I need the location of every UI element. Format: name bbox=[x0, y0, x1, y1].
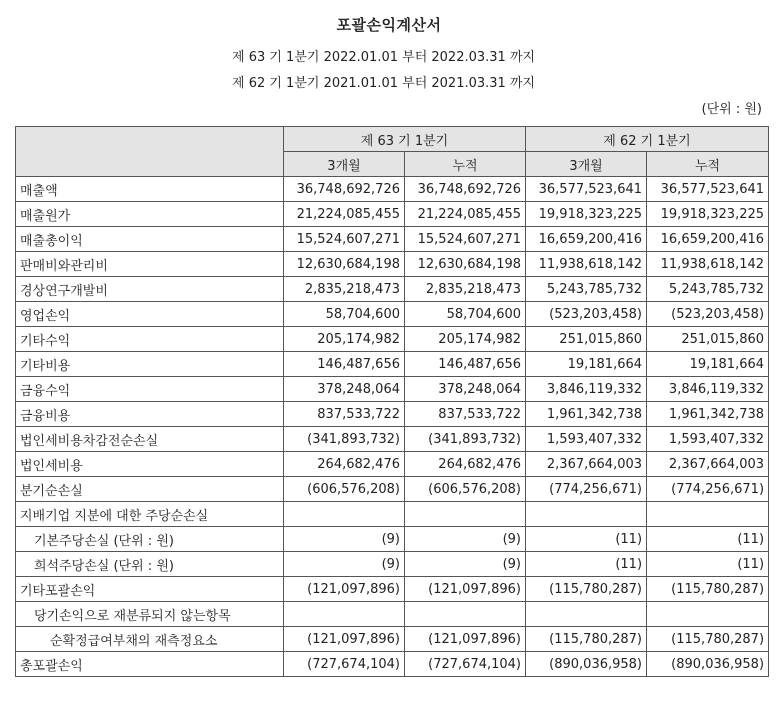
table-row bbox=[16, 427, 769, 452]
prior-3m-value: 5,243,785,732 bbox=[526, 277, 647, 302]
prior-cumulative-value: 1,961,342,738 bbox=[647, 402, 769, 427]
current-3m-value: 205,174,982 bbox=[284, 327, 405, 352]
prior-3m-value: (11) bbox=[526, 527, 647, 552]
period-current: 제 63 기 1분기 2022.01.01 부터 2022.03.31 까지 bbox=[232, 50, 536, 65]
table-row bbox=[16, 252, 769, 277]
table-body bbox=[16, 177, 769, 677]
row-label: 금융비용 bbox=[16, 402, 284, 427]
prior-3m-value bbox=[526, 602, 647, 627]
current-3m-value bbox=[284, 502, 405, 527]
table-row bbox=[16, 552, 769, 577]
current-3m-value: (9) bbox=[284, 552, 405, 577]
table-row bbox=[16, 502, 769, 527]
row-label: 기타포괄손익 bbox=[16, 577, 284, 602]
prior-cumulative-value: 3,846,119,332 bbox=[647, 377, 769, 402]
prior-cumulative-value: 251,015,860 bbox=[647, 327, 769, 352]
current-3m-value: (9) bbox=[284, 527, 405, 552]
row-label: 법인세비용 bbox=[16, 452, 284, 477]
table-row bbox=[16, 352, 769, 377]
table-row bbox=[16, 602, 769, 627]
current-cumulative-value: 21,224,085,455 bbox=[405, 202, 526, 227]
row-label: 매출액 bbox=[16, 177, 284, 202]
table-row bbox=[16, 652, 769, 677]
row-label: 희석주당손실 (단위 : 원) bbox=[16, 552, 284, 577]
prior-3m-value: (115,780,287) bbox=[526, 627, 647, 652]
current-cumulative-value: 205,174,982 bbox=[405, 327, 526, 352]
current-cumulative-value: (121,097,896) bbox=[405, 577, 526, 602]
table-row bbox=[16, 227, 769, 252]
current-cumulative-value: 58,704,600 bbox=[405, 302, 526, 327]
current-cumulative-value: 837,533,722 bbox=[405, 402, 526, 427]
prior-cumulative-value: (115,780,287) bbox=[647, 627, 769, 652]
prior-cumulative-value: 5,243,785,732 bbox=[647, 277, 769, 302]
table-row bbox=[16, 402, 769, 427]
current-cumulative-value: 15,524,607,271 bbox=[405, 227, 526, 252]
current-3m-value: 378,248,064 bbox=[284, 377, 405, 402]
row-label: 영업손익 bbox=[16, 302, 284, 327]
row-label: 판매비와관리비 bbox=[16, 252, 284, 277]
header-prior-cumulative: 누적 bbox=[647, 152, 769, 177]
prior-3m-value: 1,961,342,738 bbox=[526, 402, 647, 427]
current-cumulative-value: (121,097,896) bbox=[405, 627, 526, 652]
table-row bbox=[16, 177, 769, 202]
current-cumulative-value bbox=[405, 502, 526, 527]
table-row bbox=[16, 327, 769, 352]
row-label: 기본주당손실 (단위 : 원) bbox=[16, 527, 284, 552]
table-row bbox=[16, 627, 769, 652]
table-row bbox=[16, 477, 769, 502]
prior-cumulative-value: (11) bbox=[647, 527, 769, 552]
prior-3m-value: 16,659,200,416 bbox=[526, 227, 647, 252]
prior-3m-value: 11,938,618,142 bbox=[526, 252, 647, 277]
table-row bbox=[16, 527, 769, 552]
statement-title: 포괄손익계산서 bbox=[336, 16, 442, 34]
prior-cumulative-value bbox=[647, 602, 769, 627]
current-cumulative-value: (9) bbox=[405, 552, 526, 577]
header-current-cumulative: 누적 bbox=[405, 152, 526, 177]
current-3m-value: 2,835,218,473 bbox=[284, 277, 405, 302]
prior-3m-value bbox=[526, 502, 647, 527]
prior-cumulative-value: 19,181,664 bbox=[647, 352, 769, 377]
prior-cumulative-value: (890,036,958) bbox=[647, 652, 769, 677]
row-label: 경상연구개발비 bbox=[16, 277, 284, 302]
prior-3m-value: (115,780,287) bbox=[526, 577, 647, 602]
current-cumulative-value: 378,248,064 bbox=[405, 377, 526, 402]
prior-3m-value: 19,181,664 bbox=[526, 352, 647, 377]
current-cumulative-value: (727,674,104) bbox=[405, 652, 526, 677]
prior-3m-value: 251,015,860 bbox=[526, 327, 647, 352]
current-cumulative-value: (606,576,208) bbox=[405, 477, 526, 502]
row-label: 법인세비용차감전순손실 bbox=[16, 427, 284, 452]
row-label: 당기손익으로 재분류되지 않는항목 bbox=[16, 602, 284, 627]
current-3m-value: (121,097,896) bbox=[284, 627, 405, 652]
prior-3m-value: (523,203,458) bbox=[526, 302, 647, 327]
header-prior-period: 제 62 기 1분기 bbox=[526, 127, 769, 152]
current-cumulative-value bbox=[405, 602, 526, 627]
row-label: 매출원가 bbox=[16, 202, 284, 227]
header-blank-cell bbox=[16, 127, 284, 177]
row-label: 순확정급여부채의 재측정요소 bbox=[16, 627, 284, 652]
prior-cumulative-value: (115,780,287) bbox=[647, 577, 769, 602]
prior-3m-value: 2,367,664,003 bbox=[526, 452, 647, 477]
prior-3m-value: 1,593,407,332 bbox=[526, 427, 647, 452]
prior-cumulative-value: 1,593,407,332 bbox=[647, 427, 769, 452]
current-3m-value: (121,097,896) bbox=[284, 577, 405, 602]
current-3m-value: (341,893,732) bbox=[284, 427, 405, 452]
current-3m-value: 36,748,692,726 bbox=[284, 177, 405, 202]
current-3m-value bbox=[284, 602, 405, 627]
current-cumulative-value: (9) bbox=[405, 527, 526, 552]
current-3m-value: 15,524,607,271 bbox=[284, 227, 405, 252]
current-3m-value: (606,576,208) bbox=[284, 477, 405, 502]
prior-cumulative-value: 11,938,618,142 bbox=[647, 252, 769, 277]
current-3m-value: 58,704,600 bbox=[284, 302, 405, 327]
prior-cumulative-value: 2,367,664,003 bbox=[647, 452, 769, 477]
prior-3m-value: (774,256,671) bbox=[526, 477, 647, 502]
current-cumulative-value: 264,682,476 bbox=[405, 452, 526, 477]
current-3m-value: 21,224,085,455 bbox=[284, 202, 405, 227]
table-row bbox=[16, 302, 769, 327]
prior-cumulative-value bbox=[647, 502, 769, 527]
current-cumulative-value: (341,893,732) bbox=[405, 427, 526, 452]
prior-cumulative-value: (774,256,671) bbox=[647, 477, 769, 502]
current-3m-value: (727,674,104) bbox=[284, 652, 405, 677]
prior-3m-value: 19,918,323,225 bbox=[526, 202, 647, 227]
header-current-3m: 3개월 bbox=[284, 152, 405, 177]
row-label: 총포괄손익 bbox=[16, 652, 284, 677]
prior-cumulative-value: 19,918,323,225 bbox=[647, 202, 769, 227]
current-cumulative-value: 2,835,218,473 bbox=[405, 277, 526, 302]
current-3m-value: 264,682,476 bbox=[284, 452, 405, 477]
row-label: 지배기업 지분에 대한 주당순손실 bbox=[16, 502, 284, 527]
prior-cumulative-value: 16,659,200,416 bbox=[647, 227, 769, 252]
current-cumulative-value: 12,630,684,198 bbox=[405, 252, 526, 277]
table-row bbox=[16, 202, 769, 227]
row-label: 분기순손실 bbox=[16, 477, 284, 502]
row-label: 금융수익 bbox=[16, 377, 284, 402]
prior-cumulative-value: (11) bbox=[647, 552, 769, 577]
table-row bbox=[16, 452, 769, 477]
row-label: 매출총이익 bbox=[16, 227, 284, 252]
prior-cumulative-value: (523,203,458) bbox=[647, 302, 769, 327]
current-cumulative-value: 36,748,692,726 bbox=[405, 177, 526, 202]
current-3m-value: 146,487,656 bbox=[284, 352, 405, 377]
header-prior-3m: 3개월 bbox=[526, 152, 647, 177]
header-row-periods bbox=[16, 127, 769, 152]
unit-label: (단위 : 원) bbox=[701, 102, 762, 117]
row-label: 기타수익 bbox=[16, 327, 284, 352]
prior-3m-value: (890,036,958) bbox=[526, 652, 647, 677]
table-row bbox=[16, 377, 769, 402]
current-3m-value: 12,630,684,198 bbox=[284, 252, 405, 277]
prior-3m-value: 3,846,119,332 bbox=[526, 377, 647, 402]
period-prior: 제 62 기 1분기 2021.01.01 부터 2021.03.31 까지 bbox=[232, 76, 536, 91]
table-row bbox=[16, 277, 769, 302]
row-label: 기타비용 bbox=[16, 352, 284, 377]
prior-3m-value: (11) bbox=[526, 552, 647, 577]
prior-3m-value: 36,577,523,641 bbox=[526, 177, 647, 202]
header-current-period: 제 63 기 1분기 bbox=[284, 127, 526, 152]
income-statement-table bbox=[15, 126, 769, 677]
current-3m-value: 837,533,722 bbox=[284, 402, 405, 427]
table-row bbox=[16, 577, 769, 602]
prior-cumulative-value: 36,577,523,641 bbox=[647, 177, 769, 202]
current-cumulative-value: 146,487,656 bbox=[405, 352, 526, 377]
